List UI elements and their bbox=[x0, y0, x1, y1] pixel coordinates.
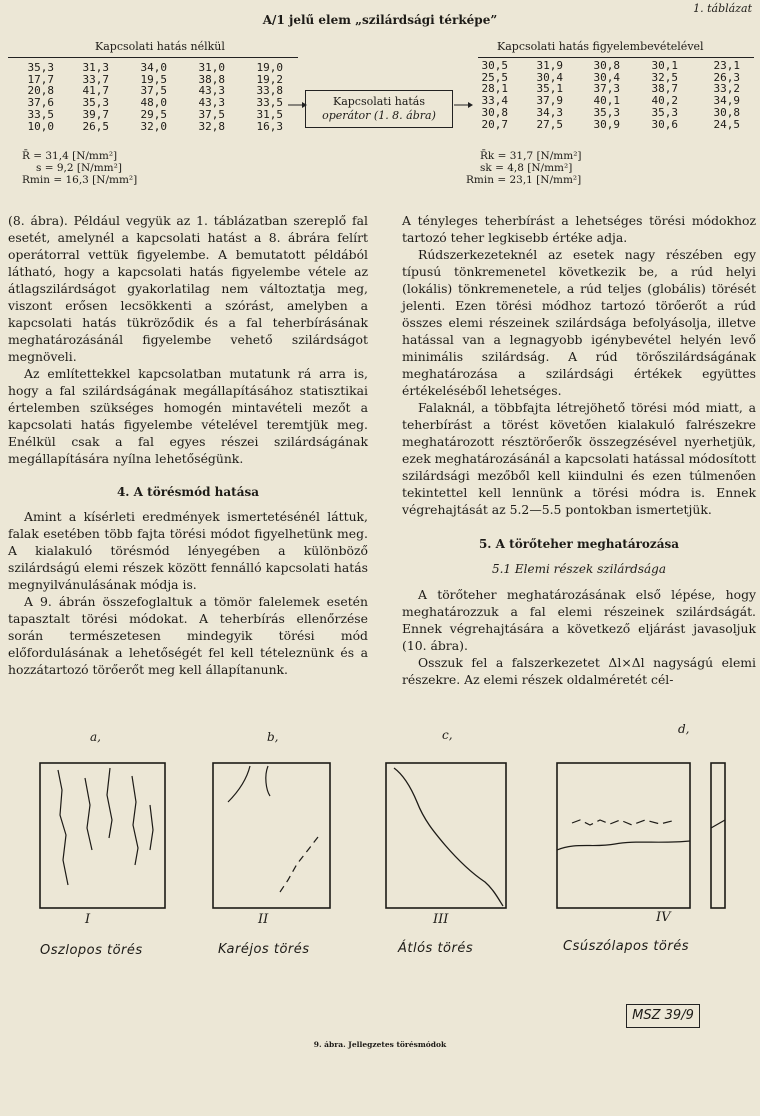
fracture-mode-number: II bbox=[258, 912, 269, 927]
table-cell: 32,0 bbox=[140, 119, 167, 133]
panel-I-outline bbox=[40, 763, 165, 908]
section-heading-5: 5. A törőteher meghatározása bbox=[478, 537, 680, 551]
table-cell: 30,4 bbox=[536, 70, 563, 84]
left-stat-sd: s = 9,2 [N/mm²] bbox=[36, 162, 122, 174]
operator-line2: operátor (1. 8. ábra) bbox=[322, 109, 436, 122]
table-cell: 19,0 bbox=[256, 61, 283, 74]
panel-III-crack bbox=[394, 768, 503, 906]
panel-I-crack bbox=[58, 770, 68, 885]
figure-caption: 9. ábra. Jellegzetes törésmódok bbox=[313, 1040, 447, 1049]
table-cell: 40,1 bbox=[593, 94, 620, 108]
table-row bbox=[22, 109, 283, 121]
table-cell: 30,4 bbox=[593, 70, 620, 84]
table-cell: 38,7 bbox=[651, 82, 678, 96]
panel-I-crack bbox=[85, 778, 92, 850]
left-header-rule bbox=[8, 57, 298, 58]
operator-line1: Kapcsolati hatás bbox=[332, 95, 426, 108]
subsection-heading-5-1: 5.1 Elemi részek szilárdsága bbox=[491, 562, 666, 576]
table-row bbox=[22, 62, 283, 74]
panel-IV-crack bbox=[572, 820, 676, 825]
table-cell: 26,5 bbox=[82, 119, 109, 133]
fracture-mode-name: Karéjos törés bbox=[218, 942, 310, 957]
left-table-header: Kapcsolati hatás nélkül bbox=[95, 40, 225, 53]
right-table-header: Kapcsolati hatás figyelembevételével bbox=[497, 40, 704, 53]
table-cell: 37,5 bbox=[198, 107, 225, 121]
table-cell: 40,2 bbox=[651, 94, 678, 108]
table-row bbox=[480, 60, 740, 72]
table-cell: 24,5 bbox=[713, 117, 740, 131]
left-stat-mean: R̄ = 31,4 [N/mm²] bbox=[22, 150, 118, 162]
table-cell: 33,5 bbox=[27, 107, 54, 121]
right-stats bbox=[466, 150, 582, 186]
figure-9 bbox=[0, 710, 760, 1010]
table-title: A/1 jelű elem „szilárdsági térképe” bbox=[262, 13, 498, 27]
panel-I-crack bbox=[150, 805, 153, 850]
panel-II-outline bbox=[213, 763, 330, 908]
table-cell: 43,3 bbox=[198, 84, 225, 98]
paragraph: Falaknál, a többfajta létrejöhető törési mód miatt, a teherbírást a törést követően kialakuló falrészekre meghatározott résztörőerők összegzésével nyerhetjük, ezek meghatározásánál a kapcsolati hatással módosított szilárdsági mezőből kell kiindulni és ezen túlmenően tekintettel kell lennünk a törési módra is. Ennek végrehajtását az 5.2—5.5 pontokban ismertetjük. bbox=[402, 400, 756, 517]
right-column bbox=[402, 212, 756, 688]
paragraph: Osszuk fel a falszerkezetet Δl×Δl nagyságú elemi részekre. Az elemi részek oldalméretét cél- bbox=[402, 655, 756, 687]
table-cell: 32,8 bbox=[198, 119, 225, 133]
table-cell: 35,3 bbox=[651, 105, 678, 119]
left-stats bbox=[22, 150, 137, 186]
table-cell: 32,5 bbox=[651, 70, 678, 84]
table-cell: 38,8 bbox=[198, 72, 225, 86]
table-cell: 16,3 bbox=[256, 119, 283, 133]
table-cell: 37,3 bbox=[593, 82, 620, 96]
table-cell: 28,1 bbox=[481, 82, 508, 96]
fracture-mode-drawings bbox=[0, 710, 760, 1010]
standard-stamp: MSZ 39/9 bbox=[626, 1004, 700, 1028]
table-cell: 30,8 bbox=[713, 105, 740, 119]
table-cell: 48,0 bbox=[140, 96, 167, 110]
table-cell: 31,0 bbox=[198, 61, 225, 74]
table-cell: 34,3 bbox=[536, 105, 563, 119]
table-cell: 19,5 bbox=[140, 72, 167, 86]
right-data-table bbox=[480, 60, 740, 130]
table-cell: 30,5 bbox=[481, 59, 508, 72]
panel-IV-crack bbox=[557, 841, 690, 850]
fracture-mode-name: Oszlopos törés bbox=[40, 943, 143, 958]
table-cell: 33,2 bbox=[713, 82, 740, 96]
table-cell: 34,9 bbox=[713, 94, 740, 108]
paragraph: A 9. ábrán összefoglaltuk a tömör falelemek esetén tapasztalt törési módokat. A teherbírás ellenőrzése során természetesen mindegyik törési mód előfordulásának a lehetőségét fel kell tételeznünk és a hozzátartozó törőerőt meg kell állapítanunk. bbox=[8, 594, 368, 677]
left-data-table bbox=[22, 62, 283, 132]
right-stat-sd: sk = 4,8 [N/mm²] bbox=[480, 162, 573, 174]
table-cell: 41,7 bbox=[82, 84, 109, 98]
fracture-mode-number: I bbox=[85, 912, 91, 927]
table-cell: 34,0 bbox=[140, 61, 167, 74]
figure-letter: d, bbox=[678, 722, 690, 736]
table-cell: 20,8 bbox=[27, 84, 54, 98]
table-cell: 29,5 bbox=[140, 107, 167, 121]
figure-letter: c, bbox=[442, 728, 453, 742]
table-row bbox=[22, 121, 283, 133]
paragraph: A tényleges teherbírást a lehetséges törési módokhoz tartozó teher legkisebb értéke adja. bbox=[402, 213, 756, 245]
panel-IV-side-view bbox=[711, 763, 725, 908]
table-cell: 37,5 bbox=[140, 84, 167, 98]
section-heading-4: 4. A törésmód hatása bbox=[116, 485, 260, 499]
panel-IV-outline bbox=[557, 763, 690, 908]
table-cell: 37,9 bbox=[536, 94, 563, 108]
table-cell: 33,5 bbox=[256, 96, 283, 110]
table-cell: 20,7 bbox=[481, 117, 508, 131]
table-cell: 10,0 bbox=[27, 119, 54, 133]
table-cell: 23,1 bbox=[713, 59, 740, 72]
table-cell: 39,7 bbox=[82, 107, 109, 121]
panel-III-outline bbox=[386, 763, 506, 908]
table-cell: 37,6 bbox=[27, 96, 54, 110]
paragraph: (8. ábra). Például vegyük az 1. táblázatban szereplő fal esetét, amelynél a kapcsolati hatást a 8. ábrára felírt operátorral vettük figyelembe. A bemutatott példából látható, hogy a kapcsolati hatás figyelembe vétele az átlagszilárdságot gyakorlatilag nem változtatja meg, viszont erősen lecsökkenti a szórást, amelyben a kapcsolati hatás tükröződik és a fal teherbírásának meghatározásánál figyelembe vehető szilárdságot megnöveli. bbox=[8, 213, 368, 364]
table-cell: 43,3 bbox=[198, 96, 225, 110]
table-cell: 33,7 bbox=[82, 72, 109, 86]
table-cell: 27,5 bbox=[536, 117, 563, 131]
paragraph: Az említettekkel kapcsolatban mutatunk rá arra is, hogy a fal szilárdságának megállapításához statisztikai értelemben szükséges homogén mintavételi mezőt a kapcsolati hatás figyelembe vételével teremtjük meg. Enélkül csak a fal egyes részei szilárdságának megállapítására nyílna lehetőségünk. bbox=[8, 366, 368, 466]
table-cell: 31,9 bbox=[536, 59, 563, 72]
paragraph: Rúdszerkezeteknél az esetek nagy részében egy típusú tönkremenetel következik be, a rúd helyi (lokális) tönkremenetele, a rúd teljes (globális) törését jelenti. Ezen törési módhoz tartozó törőerőt a rúd összes elemi részeinek szilárdsága befolyásolja, illetve hatással van a legnagyobb igénybevétel helyén levő minimális szilárdság. A rúd törőszilárdságának meghatározása a szilárdsági értékek együttes értékeléséből lehetséges. bbox=[402, 247, 756, 398]
paragraph: A törőteher meghatározásának első lépése, hogy meghatározzuk a fal elemi részeinek szilárdságát. Ennek végrehajtására a következő eljárást javasoljuk (10. ábra). bbox=[402, 587, 756, 653]
table-cell: 35,3 bbox=[27, 61, 54, 74]
table-cell: 35,1 bbox=[536, 82, 563, 96]
table-number: 1. táblázat bbox=[693, 2, 752, 15]
table-cell: 25,5 bbox=[481, 70, 508, 84]
table-cell: 31,3 bbox=[82, 61, 109, 74]
table-cell: 26,3 bbox=[713, 70, 740, 84]
panel-II-crack bbox=[280, 837, 318, 892]
fracture-mode-name: Csúszólapos törés bbox=[563, 939, 689, 954]
left-stat-min: Rmin = 16,3 [N/mm²] bbox=[22, 174, 138, 186]
table-cell: 33,8 bbox=[256, 84, 283, 98]
panel-I-crack bbox=[107, 768, 112, 838]
table-cell: 30,1 bbox=[651, 59, 678, 72]
figure-letter: a, bbox=[90, 730, 101, 744]
operator-box bbox=[305, 90, 453, 128]
table-cell: 30,6 bbox=[651, 117, 678, 131]
right-stat-min: Rmin = 23,1 [N/mm²] bbox=[466, 174, 582, 186]
right-stat-mean: R̄k = 31,7 [N/mm²] bbox=[480, 150, 582, 162]
panel-I-crack bbox=[132, 776, 138, 865]
table-cell: 30,8 bbox=[593, 59, 620, 72]
table-cell: 33,4 bbox=[481, 94, 508, 108]
left-column bbox=[8, 212, 368, 678]
table-row bbox=[480, 107, 740, 119]
fracture-mode-number: III bbox=[433, 912, 449, 927]
table-cell: 30,9 bbox=[593, 117, 620, 131]
figure-letter: b, bbox=[267, 730, 279, 744]
table-row bbox=[480, 119, 740, 131]
right-header-rule bbox=[478, 57, 754, 58]
panel-IV-side-crack bbox=[711, 820, 725, 828]
table-cell: 31,5 bbox=[256, 107, 283, 121]
table-cell: 19,2 bbox=[256, 72, 283, 86]
panel-II-crack bbox=[266, 766, 270, 796]
fracture-mode-name: Átlós törés bbox=[398, 941, 474, 956]
table-cell: 35,3 bbox=[82, 96, 109, 110]
table-cell: 30,8 bbox=[481, 105, 508, 119]
panel-II-crack bbox=[228, 766, 250, 802]
table-cell: 17,7 bbox=[27, 72, 54, 86]
table-cell: 35,3 bbox=[593, 105, 620, 119]
fracture-mode-number: IV bbox=[656, 910, 671, 925]
paragraph: Amint a kísérleti eredmények ismertetésénél láttuk, falak esetében több fajta törési módot figyelhetünk meg. A kialakuló törésmód lényegében a különböző szilárdságú elemi részek között fennálló kapcsolati hatás megnyilvánulásának módja is. bbox=[8, 509, 368, 592]
